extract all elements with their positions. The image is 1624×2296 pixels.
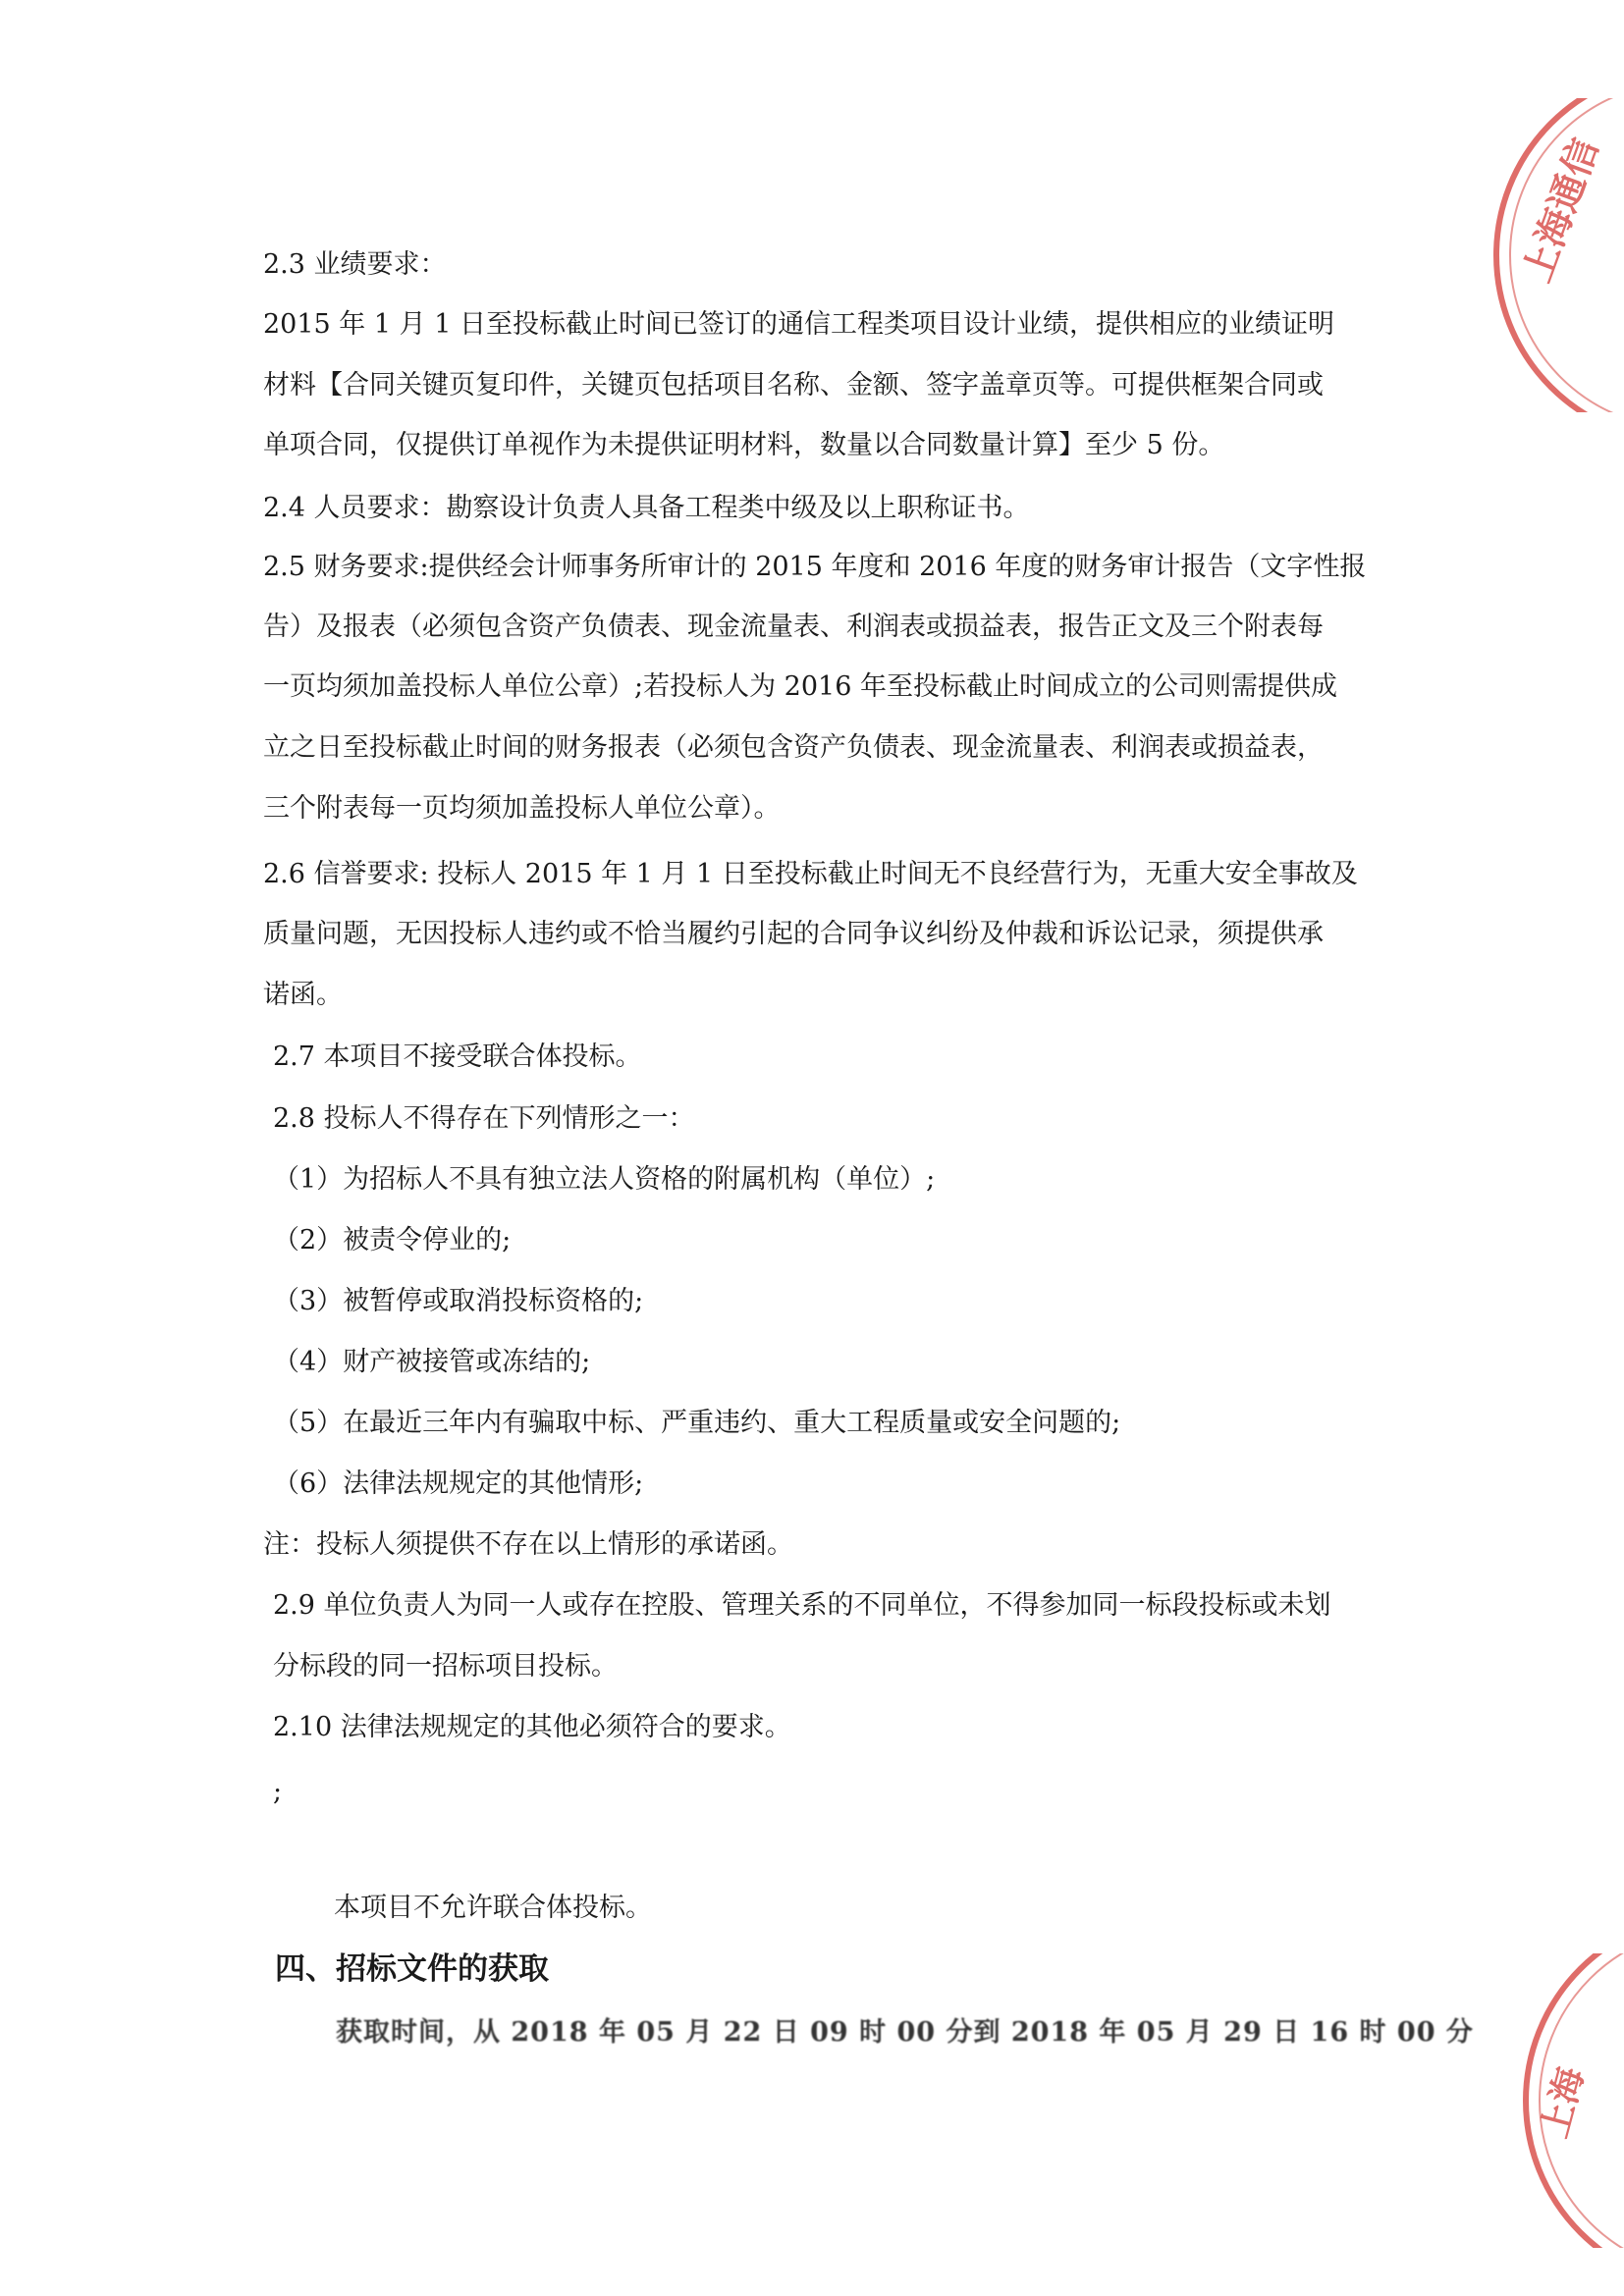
text-line: 一页均须加盖投标人单位公章）;若投标人为 2016 年至投标截止时间成立的公司则需提供成 (263, 671, 1337, 702)
text-line: 立之日至投标截止时间的财务报表（必须包含资产负债表、现金流量表、利润表或损益表， (263, 732, 1324, 763)
text-line: 诺函。 (263, 980, 343, 1010)
acquisition-time-line: 获取时间，从 2018 年 05 月 22 日 09 时 00 分到 2018 年 05 月 29 日 16 时 00 分 (336, 2017, 1474, 2048)
text-line: 告）及报表（必须包含资产负债表、现金流量表、利润表或损益表，报告正文及三个附表每 (263, 612, 1324, 642)
text-line: 2.3 业绩要求： (263, 249, 447, 280)
text-line: 单项合同，仅提供订单视作为未提供证明材料，数量以合同数量计算】至少 5 份。 (263, 430, 1225, 460)
text-line: 2.4 人员要求：勘察设计负责人具备工程类中级及以上职称证书。 (263, 493, 1030, 523)
text-line: （2）被责令停业的; (273, 1225, 512, 1255)
text-line: 2.5 财务要求:提供经会计师事务所审计的 2015 年度和 2016 年度的财务审计报告（文字性报 (263, 552, 1367, 582)
text-line: （1）为招标人不具有独立法人资格的附属机构（单位）; (273, 1164, 936, 1195)
text-line: 2.6 信誉要求: 投标人 2015 年 1 月 1 日至投标截止时间无不良经营行为，无重大安全事故及 (263, 859, 1358, 889)
seal-text: 上海 (1535, 2063, 1593, 2143)
text-line: ; (273, 1777, 283, 1807)
text-line: 本项目不允许联合体投标。 (334, 1893, 652, 1923)
text-line: （4）财产被接管或冻结的; (273, 1347, 591, 1377)
red-seal-bottom-right (1516, 1953, 1624, 2248)
text-line: 三个附表每一页均须加盖投标人单位公章）。 (263, 793, 781, 824)
text-line: 注：投标人须提供不存在以上情形的承诺函。 (263, 1529, 793, 1560)
red-seal-top-right (1487, 98, 1624, 412)
text-line: 材料【合同关键页复印件，关键页包括项目名称、金额、签字盖章页等。可提供框架合同或 (263, 370, 1324, 400)
text-line: 2.10 法律法规规定的其他必须符合的要求。 (273, 1712, 791, 1742)
text-line: （6）法律法规规定的其他情形; (273, 1468, 644, 1499)
text-line: （5）在最近三年内有骗取中标、严重违约、重大工程质量或安全问题的; (273, 1408, 1121, 1438)
text-line: （3）被暂停或取消投标资格的; (273, 1286, 644, 1316)
seal-text: 上海通信 (1515, 133, 1607, 289)
text-line: 2.7 本项目不接受联合体投标。 (273, 1041, 642, 1072)
text-line: 质量问题，无因投标人违约或不恰当履约引起的合同争议纠纷及仲裁和诉讼记录，须提供承 (263, 919, 1324, 949)
text-line: 2.8 投标人不得存在下列情形之一： (273, 1103, 695, 1134)
text-line: 2015 年 1 月 1 日至投标截止时间已签订的通信工程类项目设计业绩，提供相应的业绩证明 (263, 309, 1334, 340)
text-line: 分标段的同一招标项目投标。 (273, 1651, 618, 1682)
section-heading: 四、招标文件的获取 (275, 1951, 549, 1987)
text-line: 2.9 单位负责人为同一人或存在控股、管理关系的不同单位，不得参加同一标段投标或未划 (273, 1590, 1331, 1621)
